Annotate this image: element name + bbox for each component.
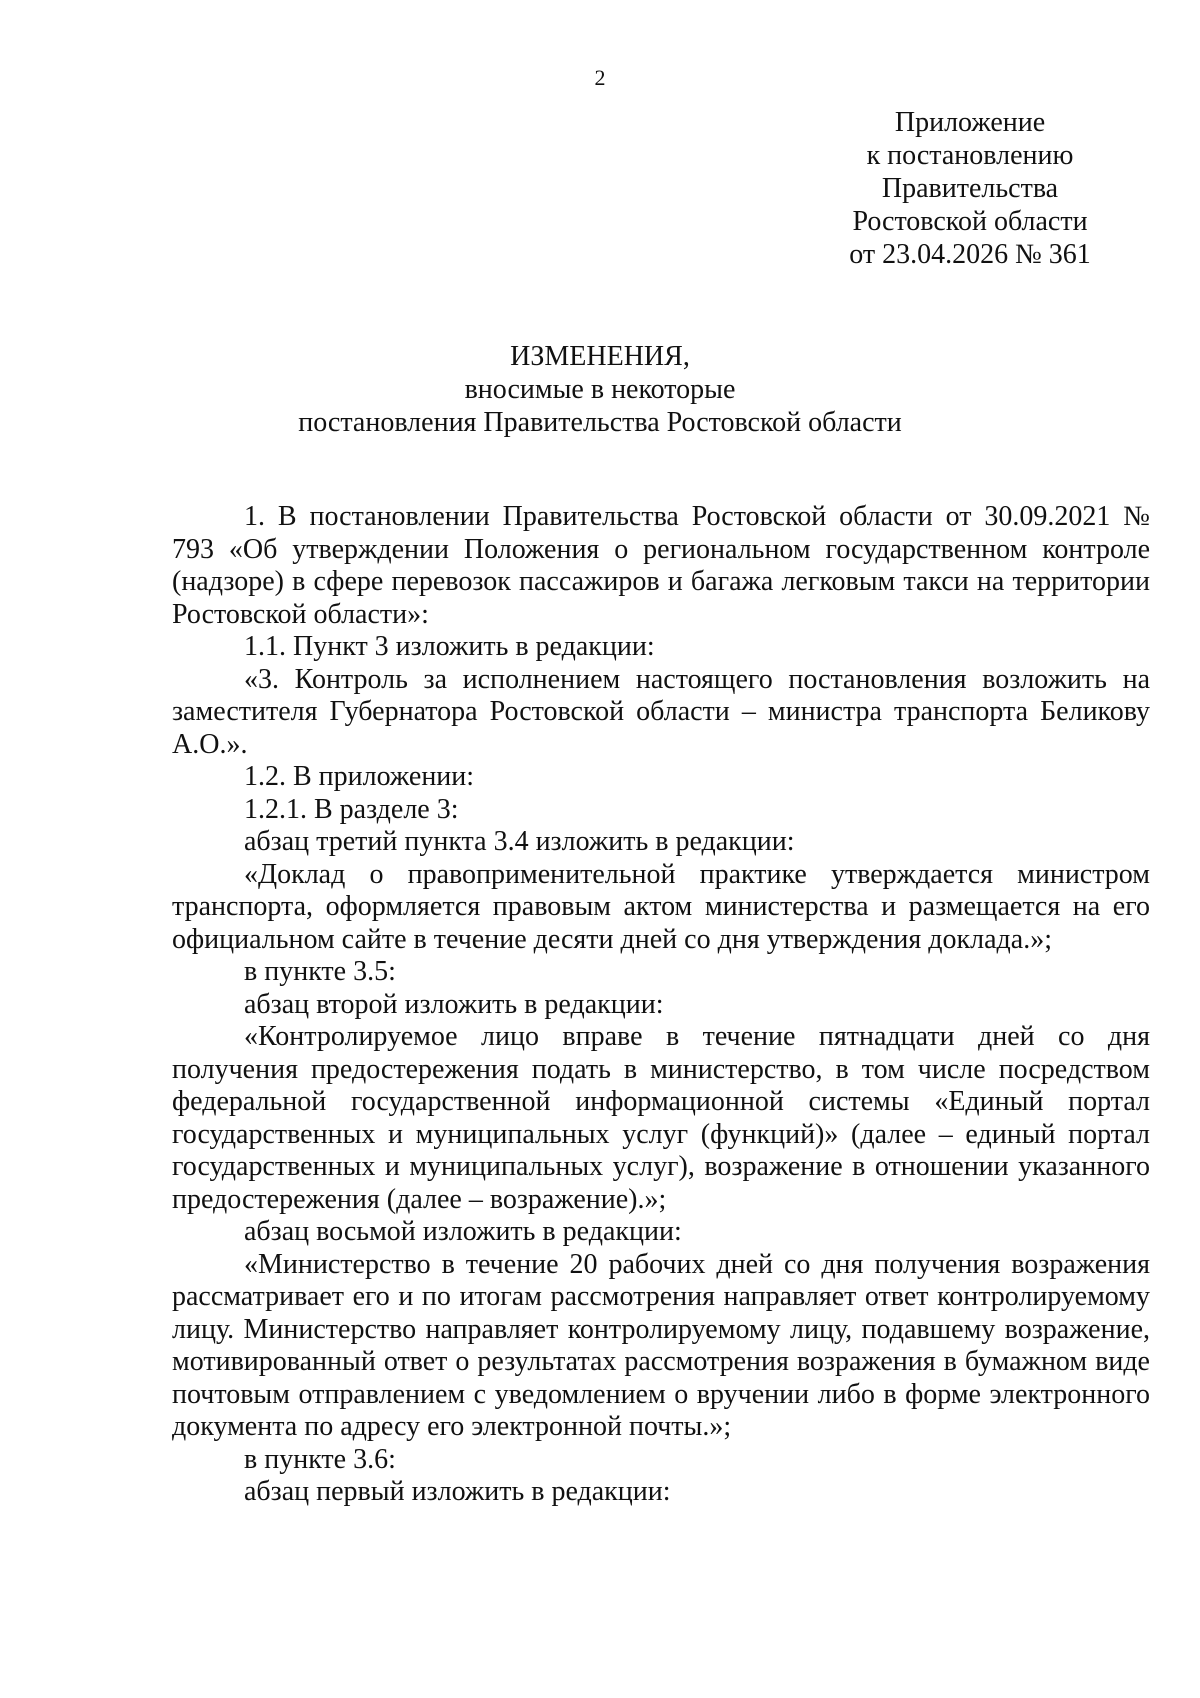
paragraph: абзац первый изложить в редакции: [244, 1476, 671, 1507]
paragraph: «Доклад о правоприменительной практике утверждается министром транспорта, оформляется правовым актом министерства и размещается на его официальном сайте в течение десяти дней со дня утверждения доклада.»; [172, 858, 1150, 955]
appendix-line: от 23.04.2026 № 361 [849, 239, 1091, 270]
paragraph: «Министерство в течение 20 рабочих дней со дня получения возражения рассматривает его и по итогам рассмотрения направляет ответ контролируемому лицу. Министерство направляет контролируемому лицу, подавшему возражение, мотивированный ответ о результатах рассмотрения возражения в бумажном виде почтовым отправлением с уведомлением о вручении либо в форме электронного документа по адресу его электронной почты.»; [172, 1248, 1150, 1442]
appendix-line: Приложение [894, 107, 1046, 138]
appendix-line: к постановлению [866, 140, 1074, 171]
paragraph: 1.1. Пункт 3 изложить в редакции: [244, 631, 655, 662]
document-heading: ИЗМЕНЕНИЯ, [510, 341, 690, 372]
paragraph: 1.2. В приложении: [244, 761, 475, 792]
document-body [172, 501, 1150, 1509]
document-title-block [0, 340, 1200, 439]
page-number: 2 [594, 65, 606, 90]
paragraph: 1. В постановлении Правительства Ростовской области от 30.09.2021 № 793 «Об утверждении Положения о региональном государственном контроле (надзоре) в сфере перевозок пассажиров и багажа легковым такси на территории Ростовской области»: [172, 501, 1150, 630]
paragraph: абзац восьмой изложить в редакции: [244, 1216, 682, 1247]
paragraph: 1.2.1. В разделе 3: [244, 793, 459, 825]
paragraph: «3. Контроль за исполнением настоящего постановления возложить на заместителя Губернатора Ростовской области – министра транспорта Беликову А.О.». [172, 663, 1150, 760]
paragraph: абзац второй изложить в редакции: [244, 988, 664, 1020]
appendix-line: Правительства [881, 173, 1059, 204]
document-subtitle: вносимые в некоторые [464, 374, 736, 405]
paragraph: «Контролируемое лицо вправе в течение пятнадцати дней со дня получения предостережения подать в министерство, в том числе посредством федеральной государственной информационной системы «Единый портал государственных и муниципальных услуг (функций)» (далее – единый портал государственных и муниципальных услуг), возражение в отношении указанного предостережения (далее – возражение).»; [172, 1021, 1150, 1215]
document-subtitle: постановления Правительства Ростовской области [298, 407, 902, 438]
paragraph: в пункте 3.5: [244, 956, 396, 987]
paragraph: абзац третий пункта 3.4 изложить в редакции: [244, 826, 795, 857]
paragraph: в пункте 3.6: [244, 1443, 396, 1475]
appendix-block [820, 106, 1120, 271]
appendix-line: Ростовской области [852, 206, 1088, 237]
